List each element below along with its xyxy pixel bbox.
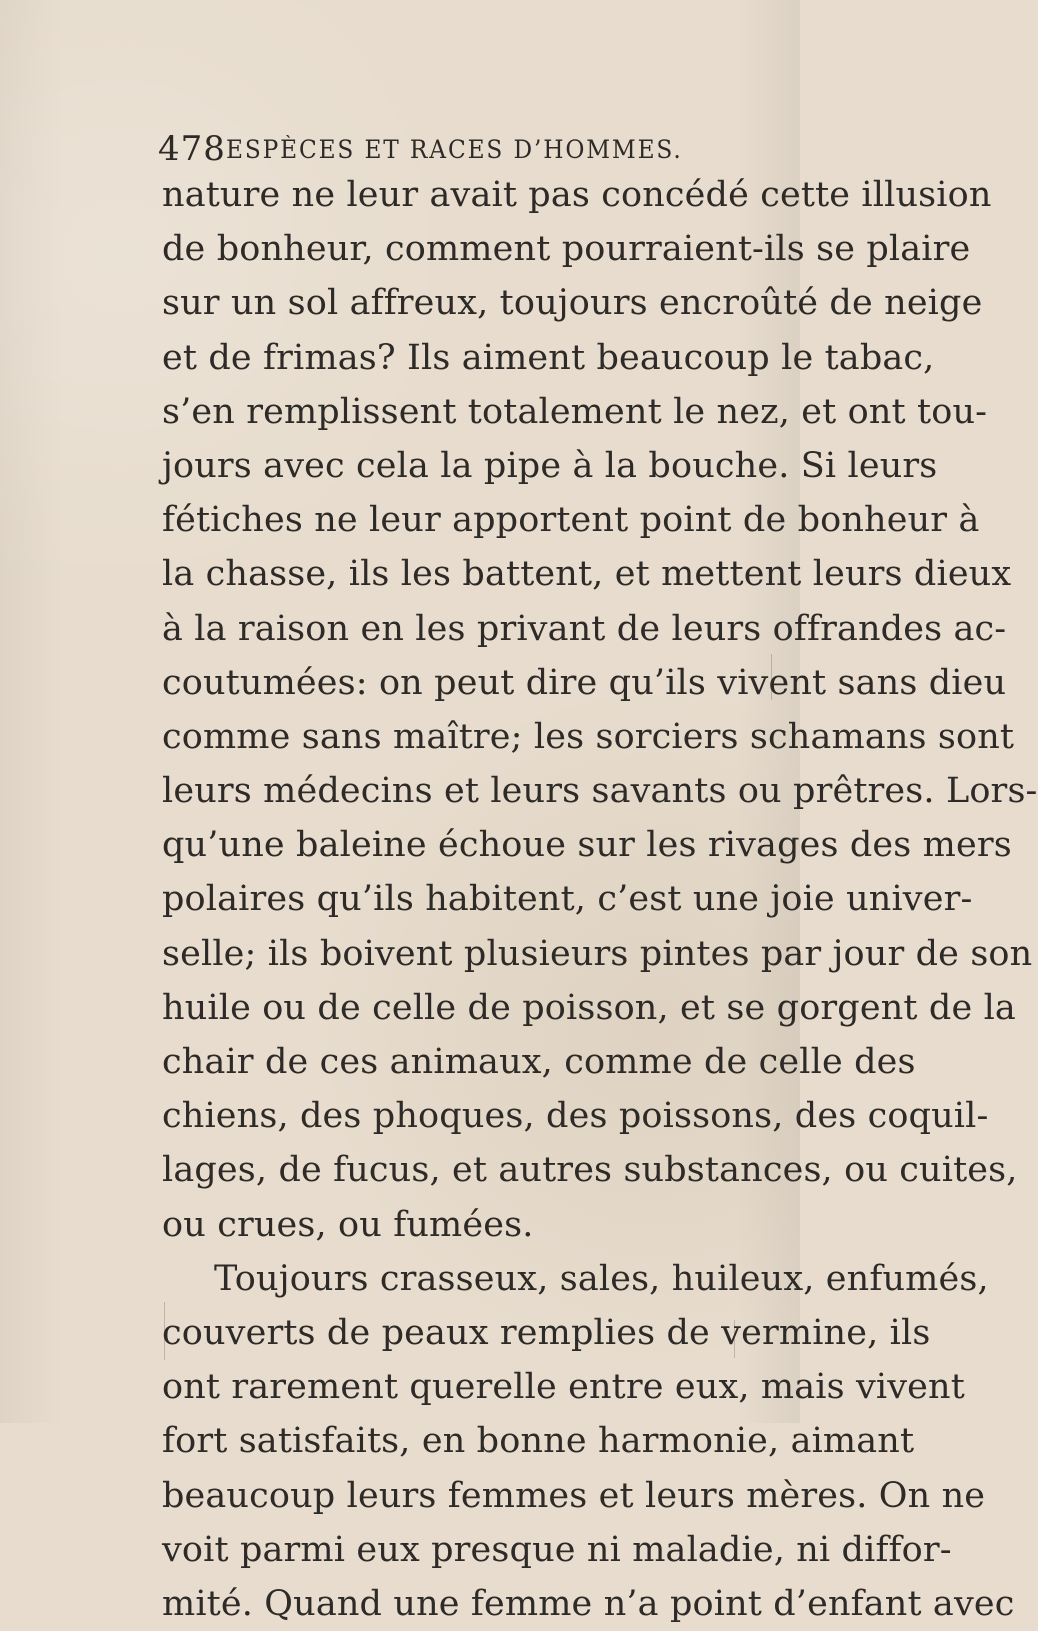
text-line: mité. Quand une femme n’a point d’enfant avec <box>162 1583 1015 1624</box>
paper-mark <box>164 1302 165 1360</box>
running-head: ESPÈCES ET RACES D’HOMMES. <box>225 134 683 164</box>
paper-mark <box>734 1320 735 1358</box>
text-line: huile ou de celle de poisson, et se gorgent de la <box>162 987 1016 1028</box>
paragraph-start-line: Toujours crasseux, sales, huileux, enfumés, <box>214 1258 989 1299</box>
text-line: fort satisfaits, en bonne harmonie, aimant <box>162 1421 915 1462</box>
text-line: s’en remplissent totalement le nez, et ont tou- <box>162 391 988 432</box>
page-header <box>158 128 683 170</box>
paper-mark <box>771 654 772 700</box>
text-line: fétiches ne leur apportent point de bonheur à <box>162 500 980 541</box>
text-line: nature ne leur avait pas concédé cette illusion <box>162 175 992 215</box>
text-line: à la raison en les privant de leurs offrandes ac- <box>162 608 1007 649</box>
text-line: leurs médecins et leurs savants ou prêtres. Lors- <box>162 771 1038 812</box>
body-text <box>162 168 1038 1631</box>
text-line: jours avec cela la pipe à la bouche. Si leurs <box>162 445 938 486</box>
text-line: sur un sol affreux, toujours encroûté de neige <box>162 283 983 324</box>
text-line: selle; ils boivent plusieurs pintes par jour de son <box>162 933 1033 974</box>
text-line: comme sans maître; les sorciers schamans sont <box>162 716 1015 757</box>
page-number: 478 <box>158 129 226 169</box>
text-line: couverts de peaux remplies de vermine, ils <box>162 1312 931 1353</box>
text-line: de bonheur, comment pourraient-ils se plaire <box>162 229 971 270</box>
text-line: ont rarement querelle entre eux, mais vivent <box>162 1367 965 1408</box>
text-line: polaires qu’ils habitent, c’est une joie univer- <box>162 879 973 920</box>
text-line: coutumées: on peut dire qu’ils vivent sans dieu <box>162 662 1007 703</box>
text-line: et de frimas? Ils aiment beaucoup le tabac, <box>162 337 935 378</box>
text-line: qu’une baleine échoue sur les rivages des mers <box>162 825 1012 866</box>
text-line: chair de ces animaux, comme de celle des <box>162 1042 916 1082</box>
text-line: chiens, des phoques, des poissons, des coquil- <box>162 1096 989 1137</box>
text-line: voit parmi eux presque ni maladie, ni diffor- <box>162 1529 952 1570</box>
text-line: la chasse, ils les battent, et mettent leurs dieux <box>162 554 1012 595</box>
text-line: lages, de fucus, et autres substances, ou cuites, <box>162 1150 1018 1191</box>
text-line: ou crues, ou fumées. <box>162 1204 534 1245</box>
text-line: beaucoup leurs femmes et leurs mères. On ne <box>162 1475 986 1516</box>
